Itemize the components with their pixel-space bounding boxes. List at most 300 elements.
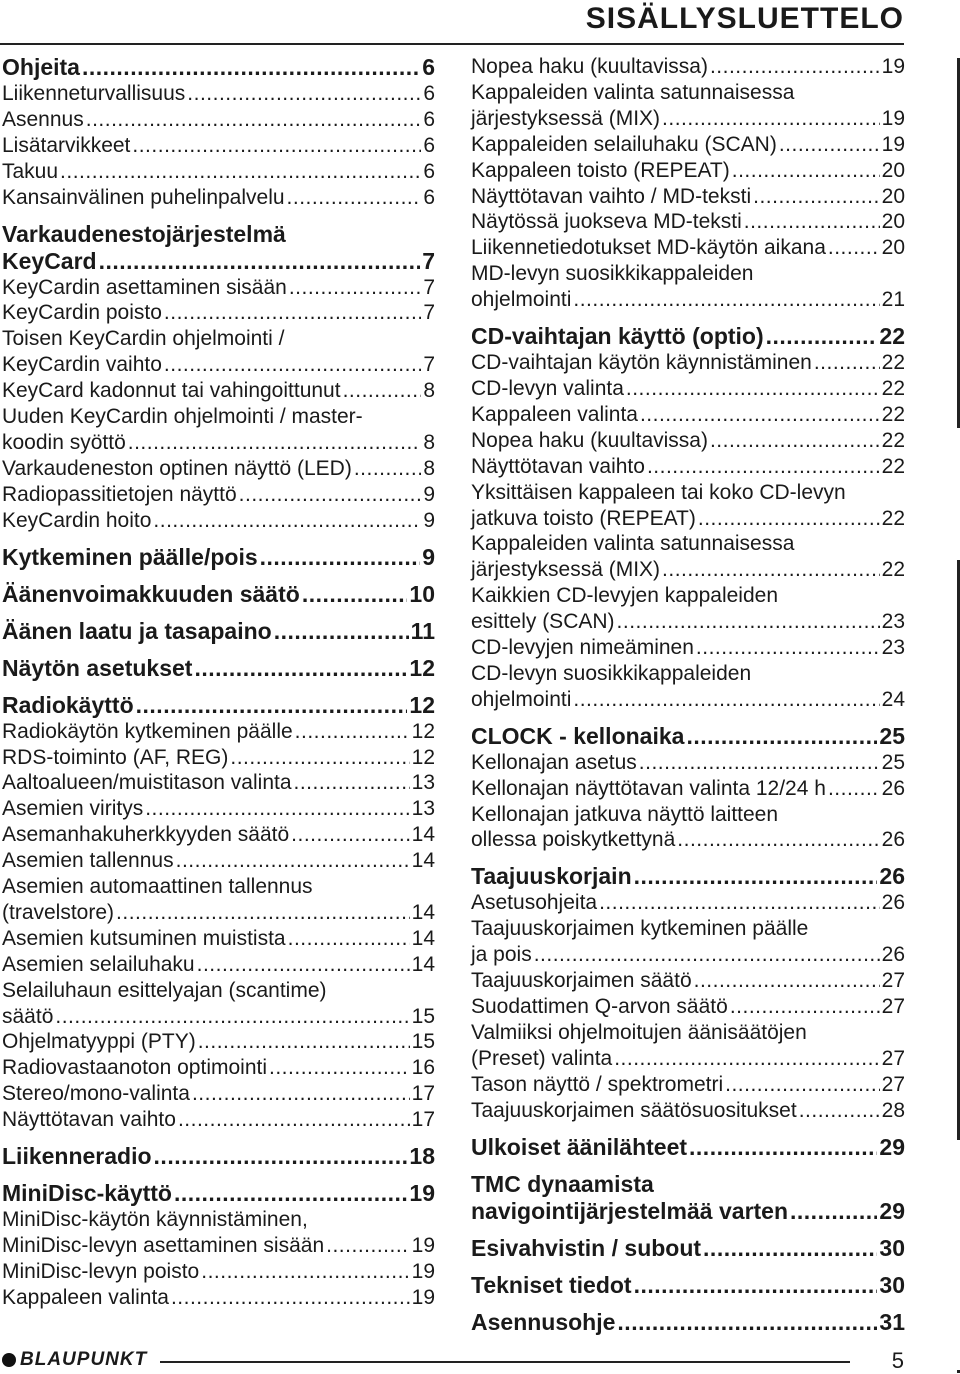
toc-entry [471,531,905,583]
toc-page-number: 6 [423,82,435,105]
toc-entry [471,916,905,968]
toc-entry-line [471,968,905,994]
toc-entry [471,80,905,132]
toc-entry [471,802,905,854]
toc-entry-text: Asemanhakuherkkyyden säätö [2,823,290,847]
toc-entry [2,508,435,534]
toc-entry-line [471,723,905,750]
page-title: SISÄLLYSLUETTELO [585,2,904,35]
toc-section-entry [2,54,435,81]
dot-leader [662,557,880,583]
dot-leader [326,1233,410,1259]
toc-entry-line [471,1309,905,1336]
toc-entry [2,275,435,301]
toc-entry-text: Kansainvälinen puhelinpalvelu [2,185,285,209]
toc-page-number: 24 [881,687,905,711]
toc-entry-text: Suodattimen Q-arvon säätö [471,995,728,1018]
toc-entry-text: Selailuhaun esittelyajan (scantime) [2,978,327,1002]
toc-entry-text: koodin syöttö [2,430,126,454]
dot-leader [164,352,421,378]
toc-entry-line [471,1098,905,1124]
toc-entry [2,1029,435,1055]
toc-page-number: 30 [879,1234,905,1261]
toc-entry-line [2,822,435,848]
toc-entry-text: CD-levyn suosikkikappaleiden [471,661,752,685]
toc-entry-text: Tekniset tiedot [471,1271,632,1298]
toc-entry [2,133,435,159]
toc-page-number: 8 [423,430,435,454]
dot-leader [686,723,877,750]
header-rule [0,43,904,45]
toc-section-entry [471,323,905,350]
dot-leader [732,158,880,184]
dot-leader [260,544,421,571]
toc-entry [471,158,905,184]
dot-leader [766,323,878,350]
dot-leader [689,1134,877,1161]
toc-entry-text: (travelstore) [2,900,115,924]
toc-entry-text: Taajuuskorjaimen säätösuositukset [471,1098,797,1122]
toc-entry [471,994,905,1020]
toc-entry-text: Näyttötavan vaihto [471,454,645,478]
dot-leader [573,687,879,713]
toc-entry-line [2,796,435,822]
toc-page-number: 23 [881,636,905,660]
toc-page-number: 15 [411,1004,435,1028]
toc-page-number: 12 [409,691,435,718]
toc-entry-line [471,890,905,916]
dot-leader [291,822,409,848]
dot-leader [696,635,880,661]
footer-rule [160,1361,850,1363]
dot-leader [694,968,880,994]
brand-name: BLAUPUNKT [20,1349,148,1370]
toc-page-number: 18 [409,1143,435,1170]
toc-page-number: 20 [881,236,905,260]
toc-entry-line [2,133,435,159]
dot-leader [626,376,880,402]
toc-page-number: 8 [423,379,435,403]
dot-leader [171,1285,410,1311]
toc-entry-line [2,900,435,926]
dot-leader [343,378,422,404]
toc-entry-text: Kappaleiden valinta satunnaisessa [471,532,795,556]
toc-entry-text: Liikenneradio [2,1143,152,1170]
dot-leader [86,107,422,133]
dot-leader [698,506,880,532]
toc-entry-line [2,352,435,378]
dot-leader [302,581,408,608]
toc-page-number: 19 [881,132,905,156]
toc-entry-line [2,456,435,482]
dot-leader [178,1107,410,1133]
toc-page-number: 22 [881,506,905,530]
dot-leader [176,848,410,874]
brand-dot-icon [2,1353,16,1367]
toc-entry-text: Liikennetiedotukset MD-käytön aikana [471,236,826,260]
toc-page-number: 14 [411,849,435,873]
toc-page-number: 19 [881,106,905,130]
toc-entry [471,890,905,916]
dot-leader [677,827,879,853]
toc-entry-line [471,376,905,402]
toc-entry [471,776,905,802]
toc-entry [471,209,905,235]
toc-entry-text: CLOCK - kellonaika [471,722,685,749]
toc-entry [471,480,905,532]
toc-entry-text: Asemien tallennus [2,849,174,873]
toc-entry [2,952,435,978]
dot-leader [198,1029,410,1055]
toc-entry-line [2,1004,435,1030]
toc-entry [2,185,435,211]
dot-leader [154,1143,408,1170]
toc-entry-text: Asetusohjeita [471,891,598,915]
toc-entry-line [2,81,435,107]
toc-entry-line [2,1107,435,1133]
toc-page-number: 20 [881,158,905,182]
dot-leader [187,81,421,107]
dot-leader [116,900,410,926]
toc-entry [2,978,435,1030]
toc-entry [471,376,905,402]
dot-leader [82,54,420,81]
toc-section-entry [471,1171,905,1225]
toc-entry-line [2,1259,435,1285]
toc-page-number: 22 [881,428,905,452]
dot-leader [703,1235,877,1262]
toc-entry-line [2,1029,435,1055]
toc-entry-text: CD-vaihtajan käytön käynnistäminen [471,351,812,375]
toc-entry-text: Nopea haku (kuultavissa) [471,428,708,452]
toc-section-entry [471,863,905,890]
toc-page-number: 19 [411,1234,435,1257]
toc-section-entry [2,581,435,608]
toc-entry-text: Kellonajan asetus [471,750,637,774]
toc-entry-line [2,482,435,508]
dot-leader [599,890,880,916]
toc-entry-line [2,1233,435,1259]
toc-entry-line [471,776,905,802]
dot-leader [55,1004,409,1030]
toc-section-entry [2,655,435,682]
toc-page-number: 27 [881,995,905,1018]
toc-page-number: 26 [879,863,905,890]
toc-entry-text: Taajuuskorjaimen kytkeminen päälle [471,917,809,941]
dot-leader [201,1259,409,1285]
toc-page-number: 9 [422,543,435,570]
toc-page-number: 8 [423,456,435,480]
toc-entry [2,1081,435,1107]
toc-entry-text: Kytkeminen päälle/pois [2,543,258,570]
toc-entry-line [2,248,435,275]
toc-entry [2,822,435,848]
toc-entry-text: Varkaudenestojärjestelmä [2,220,286,247]
toc-entry [471,402,905,428]
toc-entry [2,300,435,326]
toc-entry-line [2,185,435,211]
toc-entry-line [471,1072,905,1098]
toc-entry-line [471,863,905,890]
toc-entry-line [471,235,905,261]
toc-page-number: 20 [881,184,905,208]
toc-page-number: 7 [423,353,435,377]
toc-page-number: 22 [881,376,905,400]
dot-leader [534,942,880,968]
toc-entry-text: Asemien selailuhaku [2,952,195,976]
dot-leader [288,926,410,952]
toc-entry-line [2,926,435,952]
toc-entry-text: Esivahvistin / subout [471,1234,702,1261]
toc-entry-text: Näytössä juokseva MD-teksti [471,210,742,234]
toc-page-number: 12 [409,654,435,681]
toc-entry-line [2,770,435,796]
toc-entry-line [471,158,905,184]
toc-section-entry [2,1180,435,1207]
toc-entry-text: MiniDisc-levyn poisto [2,1259,200,1283]
toc-entry [2,926,435,952]
dot-leader [634,1272,878,1299]
toc-entry-line [471,1198,905,1225]
toc-section-entry [2,544,435,571]
toc-section-entry [2,221,435,275]
toc-page-number: 26 [881,776,905,800]
toc-entry-text: Yksittäisen kappaleen tai koko CD-levyn [471,480,846,504]
toc-left-column [2,54,435,1311]
toc-page-number: 11 [410,617,435,644]
toc-section-entry [471,1134,905,1161]
toc-entry-line [471,827,905,853]
dot-leader [614,1046,879,1072]
dot-leader [753,184,880,210]
toc-entry-text: Näytön asetukset [2,654,193,681]
dot-leader [164,300,421,326]
toc-entry-line [471,287,905,313]
toc-entry-text: Ulkoiset äänilähteet [471,1133,688,1160]
toc-entry-line [471,184,905,210]
toc-entry [2,848,435,874]
toc-entry-line [471,609,905,635]
toc-entry-text: Kappaleiden selailuhaku (SCAN) [471,132,777,156]
toc-entry [471,454,905,480]
toc-page-number: 14 [411,952,435,976]
toc-entry-text: Toisen KeyCardin ohjelmointi / [2,327,285,351]
dot-leader [192,1081,410,1107]
toc-section-entry [2,692,435,719]
dot-leader [295,719,410,745]
toc-entry-text: Asemien automaattinen tallennus [2,875,313,899]
toc-entry-line [2,1081,435,1107]
toc-page-number: 6 [423,133,435,157]
toc-entry-line [2,581,435,608]
dot-leader [287,185,422,211]
dot-leader [634,863,878,890]
toc-page-number: 23 [881,610,905,634]
toc-page-number: 6 [423,159,435,183]
toc-page-number: 16 [411,1056,435,1080]
toc-entry [2,1259,435,1285]
toc-entry-line [471,506,905,532]
toc-entry-line [471,1272,905,1299]
toc-entry-text: Stereo/mono-valinta [2,1082,190,1106]
toc-entry-line [471,1235,905,1262]
toc-entry-text: (Preset) valinta [471,1046,613,1070]
toc-entry-text: Radiokäyttö [2,691,134,718]
toc-page-number: 25 [879,722,905,749]
toc-entry-line [471,106,905,132]
dot-leader [128,430,422,456]
toc-entry [471,54,905,80]
toc-entry-line [2,544,435,571]
toc-entry [2,745,435,771]
toc-entry-text: Uuden KeyCardin ohjelmointi / master- [2,405,363,429]
dot-leader [730,994,880,1020]
toc-page-number: 17 [411,1108,435,1132]
dot-leader [294,770,410,796]
dot-leader [145,796,409,822]
toc-entry [2,81,435,107]
toc-entry-text: Äänenvoimakkuuden säätö [2,580,300,607]
toc-entry [471,261,905,313]
toc-page-number: 30 [879,1271,905,1298]
toc-entry [2,404,435,456]
toc-entry-line [471,350,905,376]
toc-entry-line [471,1046,905,1072]
toc-entry [2,482,435,508]
toc-entry-line [2,745,435,771]
toc-entry-text: Näyttötavan vaihto [2,1108,176,1132]
toc-page-number: 15 [411,1030,435,1054]
toc-page-number: 29 [879,1197,905,1224]
toc-entry-line [2,692,435,719]
toc-entry-text: ohjelmointi [471,288,572,312]
toc-entry [471,1072,905,1098]
toc-entry-text: Aaltoalueen/muistitason valinta [2,771,292,795]
dot-leader [174,1180,407,1207]
toc-page-number: 22 [881,351,905,375]
toc-entry-text: KeyCardin vaihto [2,353,162,377]
toc-entry-line [2,655,435,682]
toc-entry-line [2,1180,435,1207]
toc-section-entry [471,1235,905,1262]
dot-leader [799,1098,880,1124]
toc-section-entry [471,1309,905,1336]
toc-entry-line [2,1055,435,1081]
toc-entry-line [471,635,905,661]
toc-entry-line [2,378,435,404]
toc-entry-line [471,942,905,968]
toc-page-number: 26 [881,943,905,967]
toc-entry-text: Radiovastaanoton optimointi [2,1056,268,1080]
toc-entry-text: KeyCardin hoito [2,508,152,532]
toc-entry-text: Äänen laatu ja tasapaino [2,617,272,644]
dot-leader [710,54,880,80]
toc-entry-line [471,428,905,454]
toc-entry [471,1098,905,1124]
dot-leader [354,456,421,482]
toc-entry-text: Tason näyttö / spektrometri [471,1072,724,1096]
toc-page-number: 17 [411,1082,435,1106]
toc-entry-text: Ohjeita [2,54,80,80]
dot-leader [573,287,879,313]
toc-page-number: 7 [423,301,435,325]
toc-entry [2,1207,435,1259]
dot-leader [269,1055,410,1081]
toc-entry-line [2,952,435,978]
toc-entry [2,107,435,133]
toc-page-number: 10 [409,580,435,607]
toc-entry-line [471,54,905,80]
toc-entry [2,1055,435,1081]
toc-page-number: 27 [881,969,905,993]
toc-entry [471,184,905,210]
dot-leader [639,750,880,776]
dot-leader [60,159,421,185]
dot-leader [136,692,408,719]
dot-leader [617,1309,877,1336]
toc-entry-line [2,300,435,326]
toc-entry-line [2,107,435,133]
toc-entry [2,378,435,404]
toc-entry-text: CD-levyn valinta [471,376,624,400]
toc-entry [471,428,905,454]
dot-leader [828,235,880,261]
toc-entry-text: MiniDisc-käyttö [2,1180,172,1207]
toc-entry-text: KeyCardin asettaminen sisään [2,275,287,299]
toc-entry-line [2,618,435,645]
dot-leader [744,209,880,235]
dot-leader [197,952,410,978]
toc-entry-text: Radiopassitietojen näyttö [2,482,237,506]
dot-leader [99,248,421,275]
toc-entry-line [471,1134,905,1161]
toc-entry-text: Kappaleen toisto (REPEAT) [471,158,730,182]
dot-leader [779,132,880,158]
toc-entry-text: Asennus [2,107,84,131]
dot-leader [153,508,421,534]
dot-leader [230,745,409,771]
dot-leader [640,402,880,428]
dot-leader [647,454,880,480]
toc-entry [2,796,435,822]
toc-entry-line [471,994,905,1020]
toc-entry-line [2,430,435,456]
toc-entry [2,770,435,796]
toc-entry-text: Ohjelmatyyppi (PTY) [2,1030,196,1054]
toc-entry-text: RDS-toiminto (AF, REG) [2,745,229,769]
toc-page-number: 6 [422,54,435,80]
toc-entry [471,635,905,661]
toc-page-number: 22 [881,558,905,582]
toc-section-entry [2,1143,435,1170]
toc-entry-text: Kaikkien CD-levyjen kappaleiden [471,584,779,608]
toc-entry-line [2,275,435,301]
toc-entry-text: esittely (SCAN) [471,610,615,634]
toc-entry-text: CD-levyjen nimeäminen [471,636,694,660]
dot-leader [617,609,880,635]
toc-page-number: 13 [411,797,435,821]
toc-entry-text: Takuu [2,159,59,183]
toc-page-number: 27 [881,1046,905,1070]
toc-page-number: 12 [411,719,435,743]
toc-entry-line [471,687,905,713]
toc-entry [2,159,435,185]
toc-entry-text: järjestyksessä (MIX) [471,106,661,130]
toc-page-number: 14 [411,823,435,847]
toc-entry [471,350,905,376]
toc-entry-line [471,323,905,350]
toc-entry [2,719,435,745]
